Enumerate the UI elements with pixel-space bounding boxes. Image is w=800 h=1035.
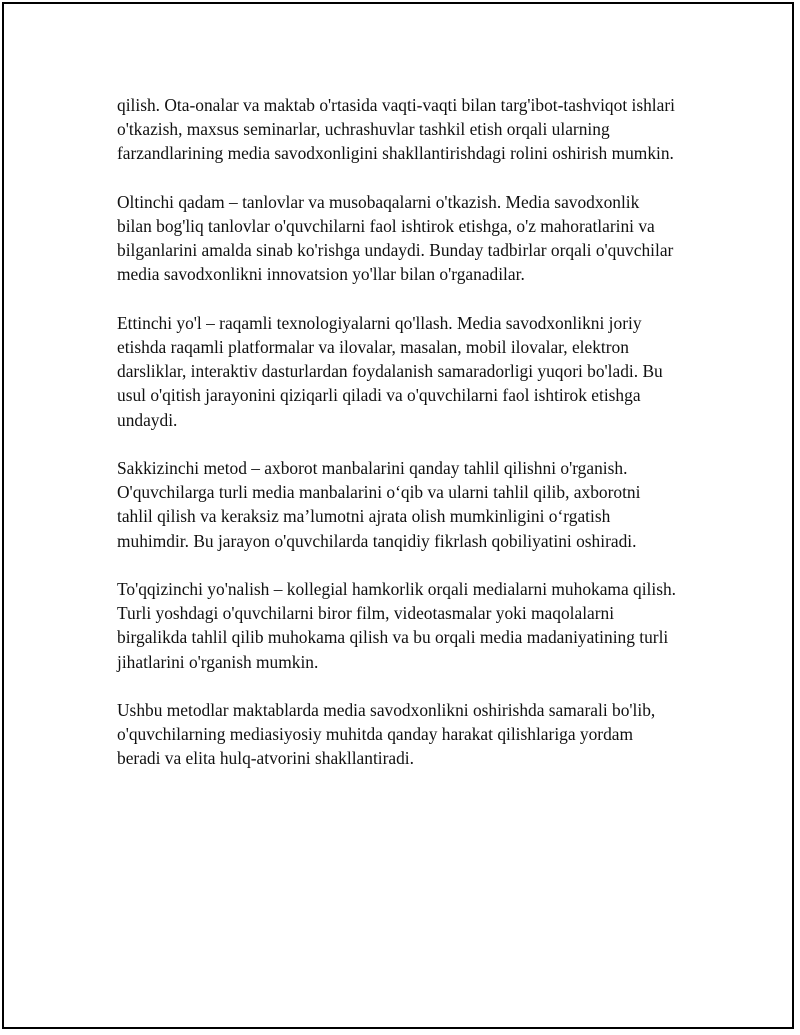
paragraph-parent-involvement: qilish. Ota-onalar va maktab o'rtasida vaqti-vaqti bilan targ'ibot-tashviqot ishlari o'tkazish, maxsus seminarlar, uchrashuvlar tashkil etish orqali ularning farzandlarining media savodxonligini shakllantirishdagi rolini oshirish mumkin. bbox=[117, 95, 675, 164]
paragraph-seventh-way: Ettinchi yo'l – raqamli texnologiyalarni qo'llash. Media savodxonlikni joriy etishda raqamli platformalar va ilovalar, masalan, mobil ilovalar, elektron darsliklar, interaktiv dasturlardan foydalanish samaradorligi yuqori bo'ladi. Bu usul o'qitish jarayonini qiziqarli qiladi va o'quvchilarni faol ishtirok etishga undaydi. bbox=[117, 312, 663, 430]
paragraph-sixth-step: Oltinchi qadam – tanlovlar va musobaqalarni o'tkazish. Media savodxonlik bilan bog'liq tanlovlar o'quvchilarni faol ishtirok etishga, o'z mahoratlarini va bilganlarini amalda sinab ko'rishga undaydi. Bunday tadbirlar orqali o'quvchilar media savodxonlikni innovatsion yo'llar bilan o'rganadilar. bbox=[117, 191, 674, 285]
paragraph-conclusion: Ushbu metodlar maktablarda media savodxonlikni oshirishda samarali bo'lib, o'quvchilarning mediasiyosiy muhitda qanday harakat qilishlariga yordam beradi va elita hulq-atvorini shakllantiradi. bbox=[117, 700, 656, 769]
document-body bbox=[117, 93, 677, 795]
paragraph-eighth-method: Sakkizinchi metod – axborot manbalarini qanday tahlil qilishni o'rganish. O'quvchilarga turli media manbalarini o‘qib va ularni tahlil qilib, axborotni tahlil qilish va keraksiz ma’lumotni ajrata olish mumkinligini o‘rgatish muhimdir. Bu jarayon o'quvchilarda tanqidiy fikrlash qobiliyatini oshiradi. bbox=[117, 458, 641, 551]
paragraph-ninth-direction: To'qqizinchi yo'nalish – kollegial hamkorlik orqali medialarni muhokama qilish. Turli yoshdagi o'quvchilarni biror film, videotasmalar yoki maqolalarni birgalikda tahlil qilib muhokama qilish va bu orqali media madaniyatining turli jihatlarini o'rganish mumkin. bbox=[117, 579, 677, 672]
